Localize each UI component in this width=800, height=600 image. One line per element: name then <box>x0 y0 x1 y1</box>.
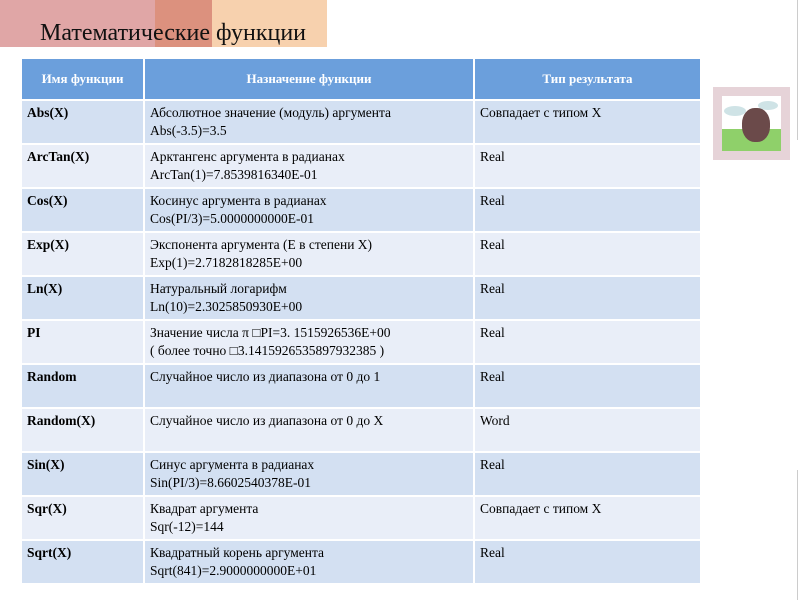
divider-line <box>797 0 798 140</box>
function-name: Ln(X) <box>21 276 144 320</box>
function-name: Sqr(X) <box>21 496 144 540</box>
description-example: Exp(1)=2.7182818285E+00 <box>150 255 303 270</box>
description-text: Арктангенс аргумента в радианах <box>150 149 345 164</box>
function-description <box>144 408 474 452</box>
result-type: Совпадает с типом X <box>474 100 701 144</box>
description-text: Квадрат аргумента <box>150 501 259 516</box>
description-example: Sqr(-12)=144 <box>150 519 224 534</box>
table-row <box>21 144 701 188</box>
function-name: Abs(X) <box>21 100 144 144</box>
header-type: Тип результата <box>474 58 701 100</box>
result-type: Совпадает с типом X <box>474 496 701 540</box>
divider-line <box>797 470 798 600</box>
function-name: Random <box>21 364 144 408</box>
description-example: Sqrt(841)=2.9000000000E+01 <box>150 563 317 578</box>
result-type: Word <box>474 408 701 452</box>
description-text: Экспонента аргумента (E в степени X) <box>150 237 373 252</box>
description-text: Синус аргумента в радианах <box>150 457 315 472</box>
description-example: Cos(PI/3)=5.0000000000E-01 <box>150 211 314 226</box>
function-description <box>144 320 474 364</box>
description-example: ( более точно □3.1415926535897932385 ) <box>150 343 385 358</box>
description-text: Косинус аргумента в радианах <box>150 193 327 208</box>
description-text: Значение числа π □PI=3. 1515926536E+00 <box>150 325 391 340</box>
result-type: Real <box>474 540 701 584</box>
function-description <box>144 540 474 584</box>
function-description <box>144 100 474 144</box>
functions-table <box>20 57 702 585</box>
result-type: Real <box>474 144 701 188</box>
description-text: Случайное число из диапазона от 0 до X <box>150 413 384 428</box>
function-description <box>144 232 474 276</box>
table-row <box>21 540 701 584</box>
table-row <box>21 100 701 144</box>
winnie-the-pooh-picture <box>713 87 790 160</box>
result-type: Real <box>474 232 701 276</box>
description-example: ArcTan(1)=7.8539816340E-01 <box>150 167 318 182</box>
result-type: Real <box>474 364 701 408</box>
function-description <box>144 276 474 320</box>
description-example: Sin(PI/3)=8.6602540378E-01 <box>150 475 311 490</box>
function-description <box>144 452 474 496</box>
result-type: Real <box>474 320 701 364</box>
function-name: Cos(X) <box>21 188 144 232</box>
description-example: Ln(10)=2.3025850930E+00 <box>150 299 303 314</box>
table-row <box>21 452 701 496</box>
table-row <box>21 364 701 408</box>
description-example: Abs(-3.5)=3.5 <box>150 123 227 138</box>
function-description <box>144 364 474 408</box>
description-text: Натуральный логарифм <box>150 281 287 296</box>
description-text: Абсолютное значение (модуль) аргумента <box>150 105 392 120</box>
result-type: Real <box>474 452 701 496</box>
function-name: ArcTan(X) <box>21 144 144 188</box>
description-text: Случайное число из диапазона от 0 до 1 <box>150 369 381 384</box>
table-row <box>21 320 701 364</box>
description-text: Квадратный корень аргумента <box>150 545 325 560</box>
function-name: Exp(X) <box>21 232 144 276</box>
slide-title: Математические функции <box>40 20 307 46</box>
header-purpose: Назначение функции <box>144 58 474 100</box>
function-name: PI <box>21 320 144 364</box>
table-row <box>21 276 701 320</box>
function-name: Sqrt(X) <box>21 540 144 584</box>
header-name: Имя функции <box>21 58 144 100</box>
table-row <box>21 232 701 276</box>
function-name: Sin(X) <box>21 452 144 496</box>
table-row <box>21 408 701 452</box>
table-row <box>21 496 701 540</box>
function-description <box>144 496 474 540</box>
result-type: Real <box>474 276 701 320</box>
function-description <box>144 144 474 188</box>
result-type: Real <box>474 188 701 232</box>
table-row <box>21 188 701 232</box>
function-name: Random(X) <box>21 408 144 452</box>
function-description <box>144 188 474 232</box>
